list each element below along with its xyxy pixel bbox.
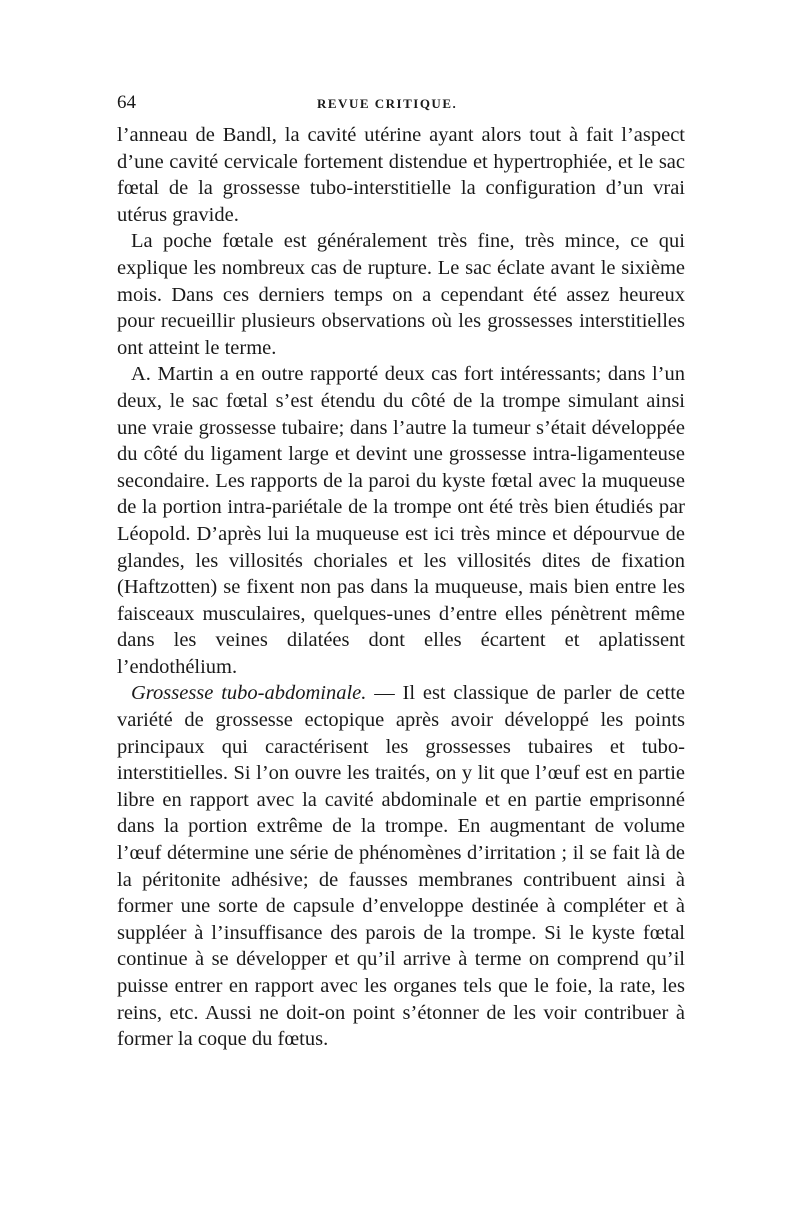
paragraph-1: l’anneau de Bandl, la cavité utérine ayant alors tout à fait l’aspect d’une cavité cervicale fortement distendue et hypertrophiée, et le sac fœtal de la grossesse tubo-interstitielle la configuration d’un vrai utérus gravide. [117, 124, 685, 226]
section-heading: Grossesse tubo-abdominale. [131, 682, 367, 705]
book-page [117, 92, 685, 1053]
paragraph-3: A. Martin a en outre rapporté deux cas fort intéressants; dans l’un deux, le sac fœtal s’est étendu du côté de la trompe simulant ainsi une vraie grossesse tubaire; dans l’autre la tumeur s’était développée du côté du ligament large et devint une grossesse intra-ligamenteuse secondaire. Les rapports de la paroi du kyste fœtal avec la muqueuse de la portion intra-pariétale de la trompe ont été très bien étudiés par Léopold. D’après lui la muqueuse est ici très mince et dépourvue de glandes, les villosités choriales et les villosités dites de fixation (Haftzotten) se fixent non pas dans la muqueuse, mais bien entre les faisceaux musculaires, quelques-unes d’entre elles pénètrent même dans les veines dilatées dont elles écartent et aplatissent l’endothélium. [117, 363, 685, 678]
running-head [117, 92, 685, 122]
page-number: 64 [117, 92, 136, 113]
paragraph-2: La poche fœtale est généralement très fine, très mince, ce qui explique les nombreux cas de rupture. Le sac éclate avant le sixième mois. Dans ces derniers temps on a cependant été assez heureux pour recueillir plusieurs observations où les grossesses interstitielles ont atteint le terme. [117, 230, 685, 359]
paragraph-4-text: — Il est classique de parler de cette variété de grossesse ectopique après avoir développé les points principaux qui caractérisent les grossesses tubaires et tubo-interstitielles. Si l’on ouvre les traités, on y lit que l’œuf est en partie libre en rapport avec la cavité abdominale et en partie emprisonné dans la portion extrême de la trompe. En augmentant de volume l’œuf détermine une série de phénomènes d’irritation ; il se fait là de la péritonite adhésive; de fausses membranes contribuent ainsi à former une sorte de capsule d’enveloppe destinée à compléter et à suppléer à l’insuffisance des parois de la trompe. Si le kyste fœtal continue à se développer et qu’il arrive à terme on comprend qu’il puisse entrer en rapport avec les organes tels que le foie, la rate, les reins, etc. Aussi ne doit-on point s’étonner de les voir contribuer à former la coque du fœtus. [117, 682, 685, 1051]
body-text [117, 122, 685, 1053]
running-title: REVUE CRITIQUE. [317, 96, 458, 111]
paragraph-4 [117, 680, 685, 1052]
